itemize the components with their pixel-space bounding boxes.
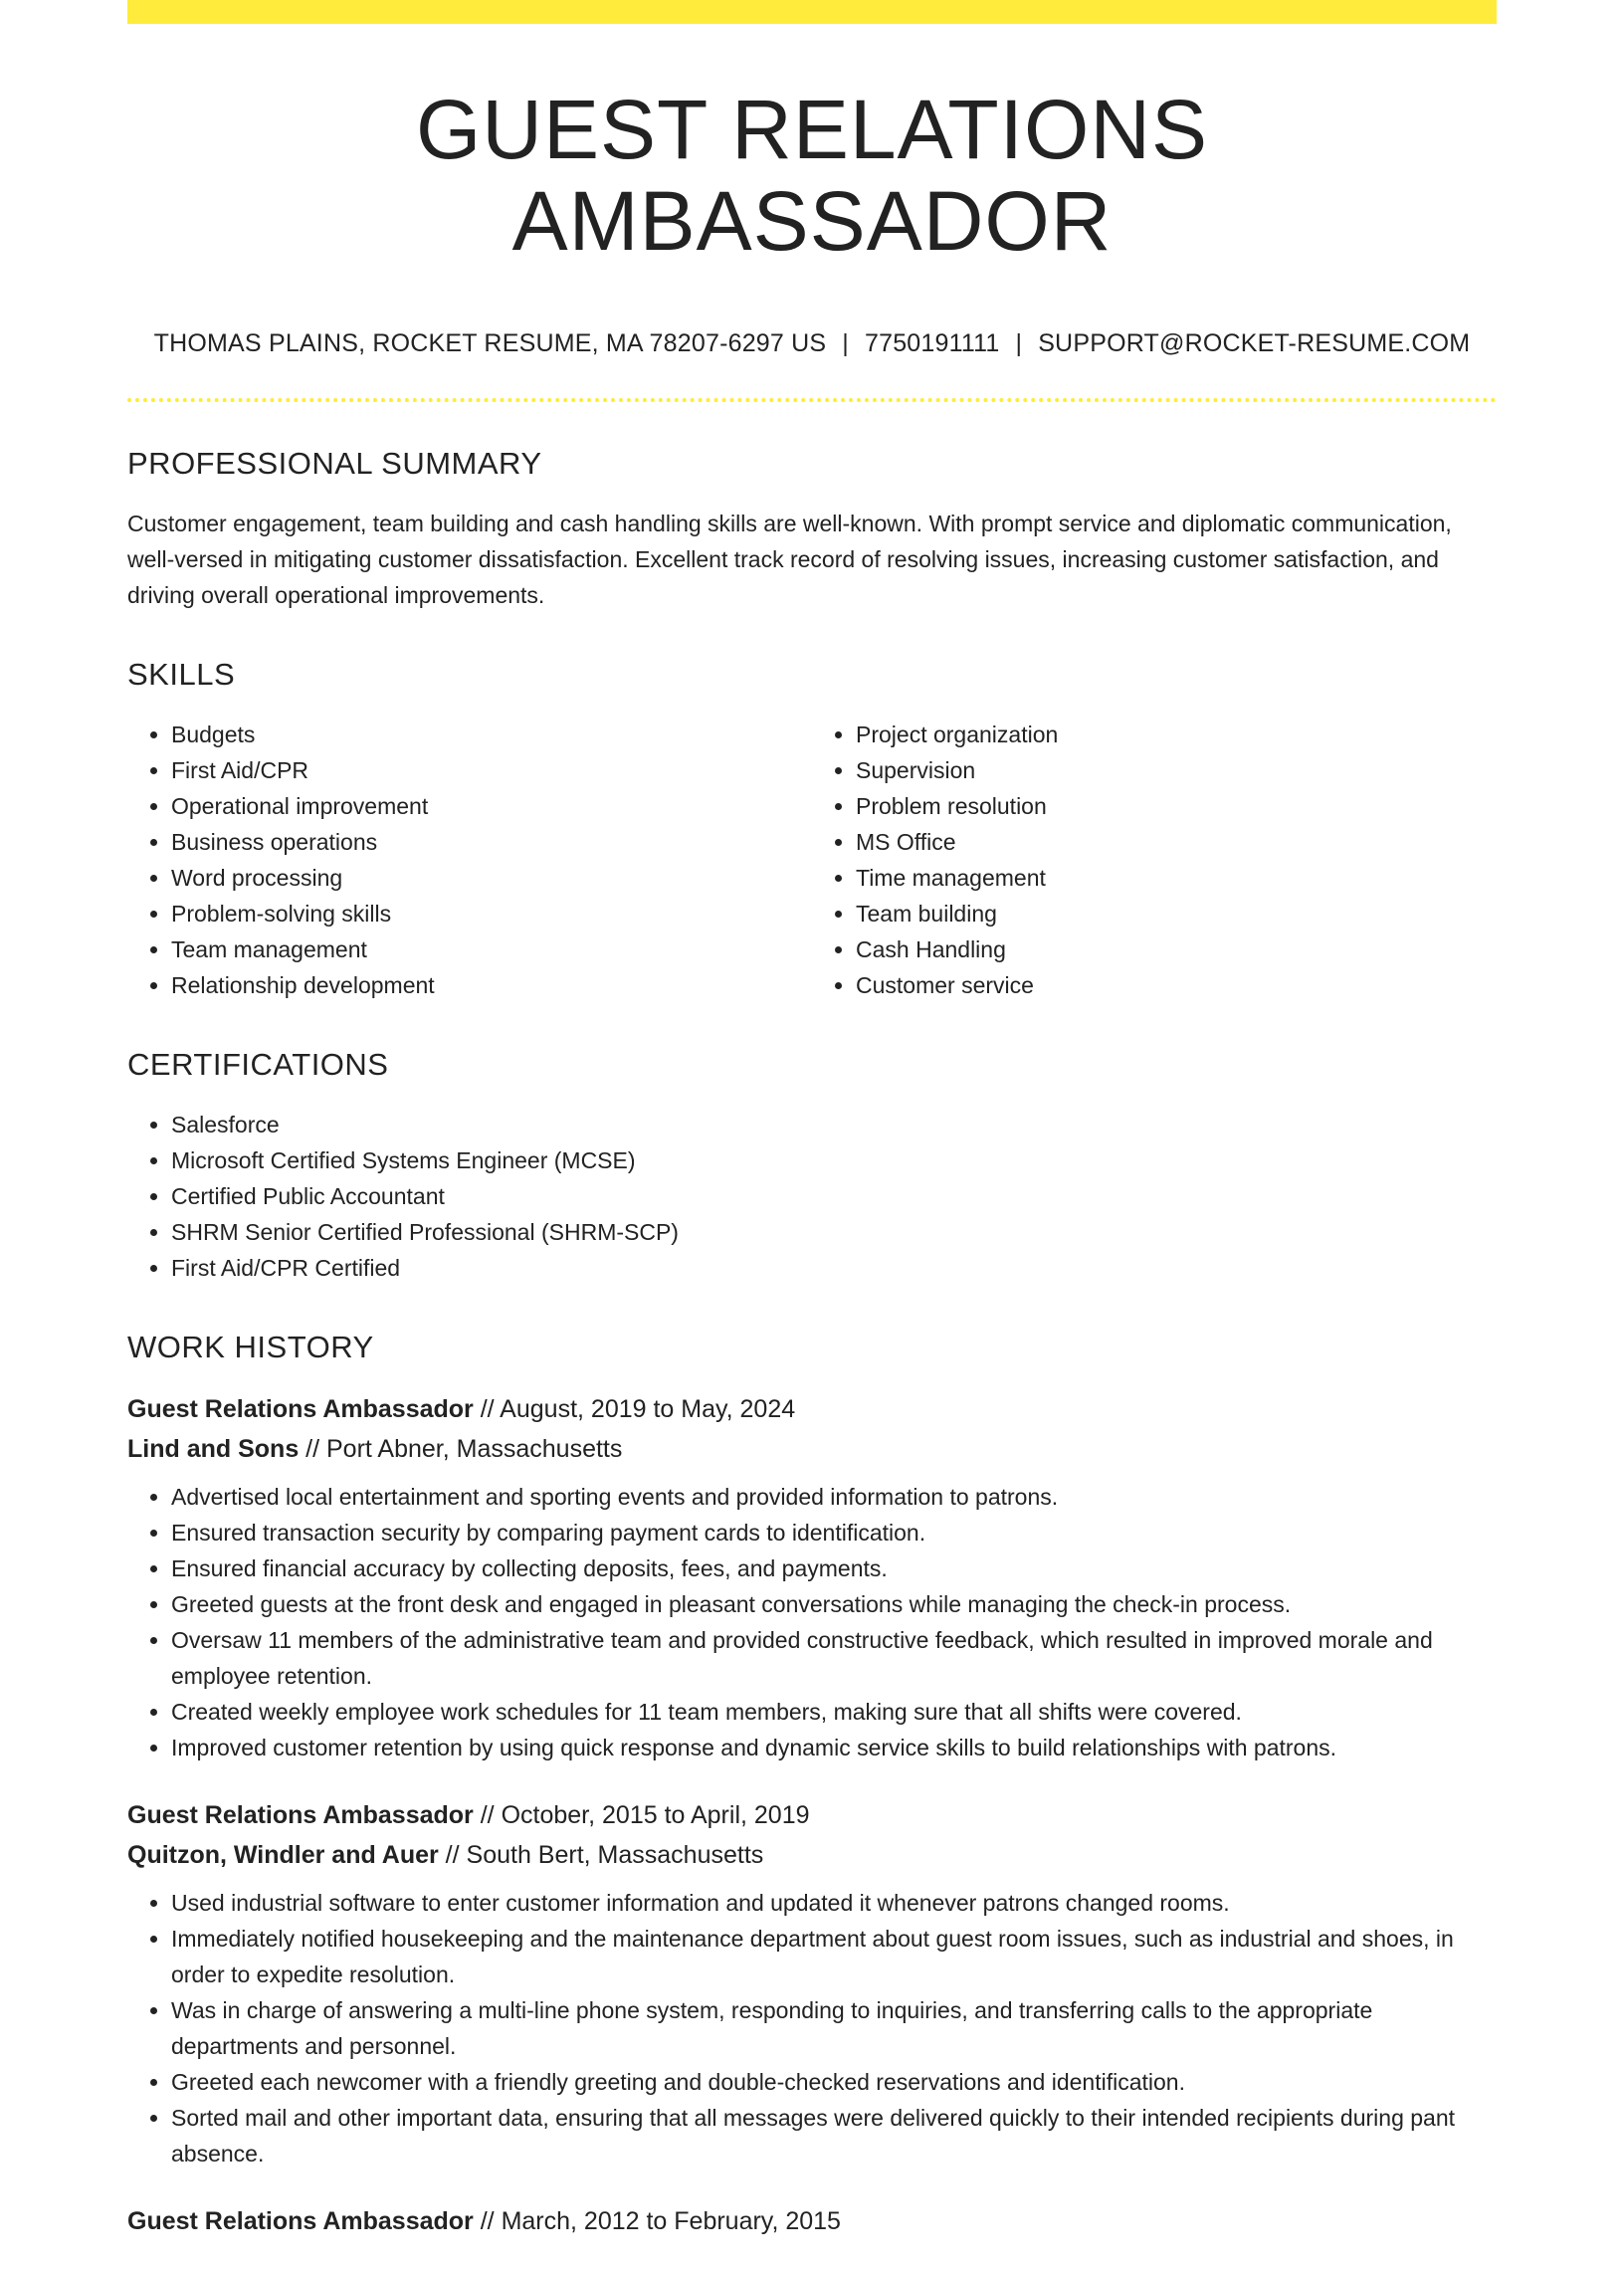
contact-line bbox=[127, 329, 1497, 358]
skill-item: • Project organization bbox=[856, 717, 1497, 752]
job-dates: // August, 2019 to May, 2024 bbox=[473, 1394, 796, 1423]
resume-page bbox=[127, 0, 1497, 2271]
job-location: // South Bert, Massachusetts bbox=[438, 1840, 764, 1869]
job-company: Lind and Sons bbox=[127, 1434, 300, 1463]
job-bullets bbox=[127, 1885, 1497, 2171]
job-bullets bbox=[127, 1479, 1497, 1765]
job-bullet: • Greeted guests at the front desk and engaged in pleasant conversations while managing the check-in process. bbox=[171, 1586, 1497, 1622]
job-bullet: • Advertised local entertainment and sporting events and provided information to patrons. bbox=[171, 1479, 1497, 1515]
job-title-line bbox=[127, 2201, 1497, 2241]
job-title: Guest Relations Ambassador bbox=[127, 1394, 474, 1423]
certifications-list bbox=[127, 1107, 1497, 1286]
job-company-line bbox=[127, 1835, 1497, 1875]
dotted-divider bbox=[127, 398, 1497, 402]
skills-section bbox=[127, 657, 1497, 1003]
summary-text: Customer engagement, team building and cash handling skills are well-known. With prompt service and diplomatic communication, well-versed in mitigating customer dissatisfaction. Excellent track record of resolving issues, increasing customer satisfaction, and driving overall operational improvements. bbox=[127, 510, 1452, 608]
job-entry bbox=[127, 1389, 1497, 1765]
job-company: Quitzon, Windler and Auer bbox=[127, 1840, 439, 1869]
skill-item: • Budgets bbox=[171, 717, 812, 752]
job-location: // Port Abner, Massachusetts bbox=[299, 1434, 623, 1463]
job-bullet: • Used industrial software to enter customer information and updated it whenever patrons changed rooms. bbox=[171, 1885, 1497, 1921]
skill-item: • Business operations bbox=[171, 824, 812, 860]
certification-item: • Certified Public Accountant bbox=[171, 1178, 1497, 1214]
contact-separator: | bbox=[842, 328, 849, 357]
job-bullet: • Sorted mail and other important data, ensuring that all messages were delivered quickly to their intended recipients during pant absence. bbox=[171, 2100, 1497, 2171]
section-title-summary: PROFESSIONAL SUMMARY bbox=[127, 445, 542, 481]
skill-item: • Time management bbox=[856, 860, 1497, 896]
skill-item: • Customer service bbox=[856, 967, 1497, 1003]
certifications-section bbox=[127, 1047, 1497, 1286]
skill-item: • Problem-solving skills bbox=[171, 896, 812, 931]
job-bullet: • Oversaw 11 members of the administrative team and provided constructive feedback, which resulted in improved morale and employee retention. bbox=[171, 1622, 1497, 1694]
certification-item: • First Aid/CPR Certified bbox=[171, 1250, 1497, 1286]
skill-item: • MS Office bbox=[856, 824, 1497, 860]
job-dates: // March, 2012 to February, 2015 bbox=[473, 2206, 841, 2235]
skill-item: • Operational improvement bbox=[171, 788, 812, 824]
contact-address: THOMAS PLAINS, ROCKET RESUME, MA 78207-6297 US bbox=[153, 328, 827, 357]
job-title: Guest Relations Ambassador bbox=[127, 1800, 474, 1829]
summary-section bbox=[127, 446, 1497, 613]
job-entry bbox=[127, 1795, 1497, 2171]
job-company-line bbox=[127, 1429, 1497, 1469]
skills-list-left bbox=[127, 717, 812, 1003]
accent-top-bar bbox=[127, 0, 1497, 24]
contact-separator: | bbox=[1015, 328, 1023, 357]
section-title-skills: SKILLS bbox=[127, 656, 236, 692]
job-bullet: • Greeted each newcomer with a friendly greeting and double-checked reservations and identification. bbox=[171, 2064, 1497, 2100]
job-bullet: • Created weekly employee work schedules for 11 team members, making sure that all shifts were covered. bbox=[171, 1694, 1497, 1730]
skill-item: • Problem resolution bbox=[856, 788, 1497, 824]
skills-list-right bbox=[812, 717, 1497, 1003]
section-title-work-history: WORK HISTORY bbox=[127, 1329, 374, 1364]
job-bullet: • Ensured financial accuracy by collecting deposits, fees, and payments. bbox=[171, 1550, 1497, 1586]
skill-item: • Team management bbox=[171, 931, 812, 967]
certification-item: • Microsoft Certified Systems Engineer (MCSE) bbox=[171, 1142, 1497, 1178]
certification-item: • SHRM Senior Certified Professional (SHRM-SCP) bbox=[171, 1214, 1497, 1250]
contact-phone: 7750191111 bbox=[865, 328, 1000, 357]
resume-name-title: GUEST RELATIONS AMBASSADOR bbox=[415, 83, 1209, 269]
skill-item: • Team building bbox=[856, 896, 1497, 931]
section-title-certifications: CERTIFICATIONS bbox=[127, 1046, 389, 1082]
skill-item: • Cash Handling bbox=[856, 931, 1497, 967]
contact-email: SUPPORT@ROCKET-RESUME.COM bbox=[1038, 328, 1471, 357]
certification-item: • Salesforce bbox=[171, 1107, 1497, 1142]
job-title: Guest Relations Ambassador bbox=[127, 2206, 474, 2235]
job-title-line bbox=[127, 1389, 1497, 1429]
skill-item: • First Aid/CPR bbox=[171, 752, 812, 788]
job-bullet: • Was in charge of answering a multi-line phone system, responding to inquiries, and transferring calls to the appropriate departments and personnel. bbox=[171, 1992, 1497, 2064]
skill-item: • Word processing bbox=[171, 860, 812, 896]
skill-item: • Supervision bbox=[856, 752, 1497, 788]
skills-grid bbox=[127, 717, 1497, 1003]
skill-item: • Relationship development bbox=[171, 967, 812, 1003]
work-history-section bbox=[127, 1330, 1497, 2241]
job-bullet: • Improved customer retention by using quick response and dynamic service skills to build relationships with patrons. bbox=[171, 1730, 1497, 1765]
job-dates: // October, 2015 to April, 2019 bbox=[473, 1800, 810, 1829]
job-title-line bbox=[127, 1795, 1497, 1835]
job-bullet: • Immediately notified housekeeping and the maintenance department about guest room issues, such as industrial and shoes, in order to expedite resolution. bbox=[171, 1921, 1497, 1992]
job-entry bbox=[127, 2201, 1497, 2241]
job-bullet: • Ensured transaction security by comparing payment cards to identification. bbox=[171, 1515, 1497, 1550]
